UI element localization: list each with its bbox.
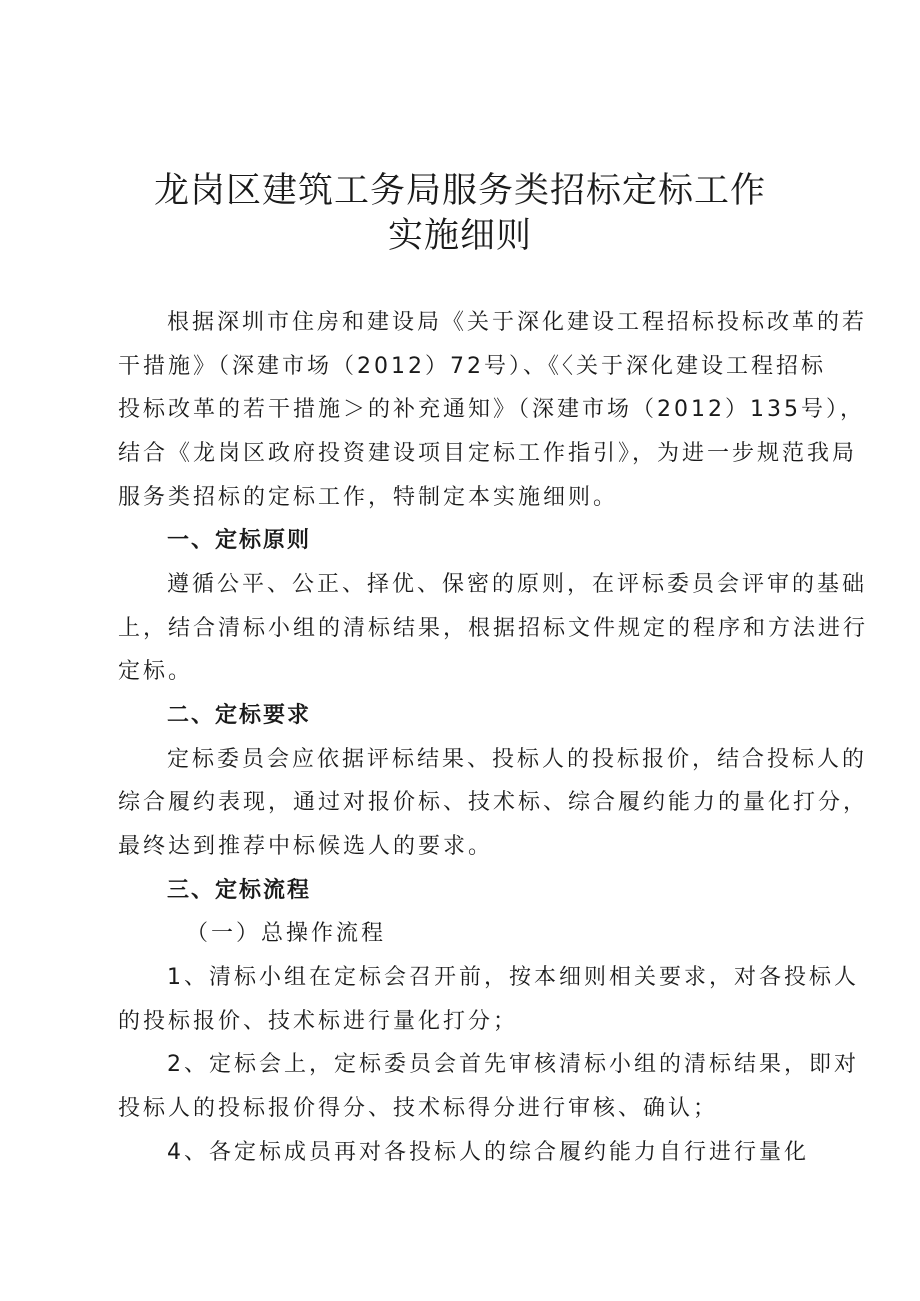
intro-line: 服务类招标的定标工作，特制定本实施细则。 — [118, 484, 619, 510]
intro-line: 结合《龙岗区政府投资建设项目定标工作指引》，为进一步规范我局 — [118, 440, 858, 466]
subsection-heading: （一）总操作流程 — [186, 921, 387, 947]
paragraph-line: 最终达到推荐中标候选人的要求。 — [118, 833, 494, 859]
paragraph-line: 1、清标小组在定标会召开前，按本细则相关要求，对各投标人 — [167, 964, 859, 990]
section-heading-process: 三、定标流程 — [167, 877, 312, 903]
paragraph-line: 4、各定标成员再对各投标人的综合履约能力自行进行量化 — [167, 1139, 809, 1165]
paragraph-line: 2、定标会上，定标委员会首先审核清标小组的清标结果，即对 — [167, 1052, 859, 1078]
document-title-line-2: 实施细则 — [387, 216, 532, 256]
paragraph-line: 定标委员会应依据评标结果、投标人的投标报价，结合投标人的 — [167, 746, 868, 772]
paragraph-line: 综合履约表现，通过对报价标、技术标、综合履约能力的量化打分， — [118, 790, 869, 816]
section-heading-principles: 一、定标原则 — [167, 528, 312, 554]
document-title-line-1: 龙岗区建筑工务局服务类招标定标工作 — [153, 171, 766, 211]
paragraph-line: 上，结合清标小组的清标结果，根据招标文件规定的程序和方法进行 — [118, 615, 869, 641]
section-heading-requirements: 二、定标要求 — [167, 702, 312, 728]
intro-line: 根据深圳市住房和建设局《关于深化建设工程招标投标改革的若 — [167, 310, 868, 335]
paragraph-line: 遵循公平、公正、择优、保密的原则，在评标委员会评审的基础 — [167, 571, 868, 597]
intro-line: 投标改革的若干措施＞的补充通知》（深建市场（2012）135号）， — [118, 397, 865, 423]
intro-line: 干措施》（深建市场（2012）72号）、《〈关于深化建设工程招标 — [118, 353, 826, 379]
paragraph-line: 定标。 — [118, 659, 194, 685]
paragraph-line: 的投标报价、技术标进行量化打分； — [118, 1008, 519, 1034]
paragraph-line: 投标人的投标报价得分、技术标得分进行审核、确认； — [118, 1095, 719, 1121]
